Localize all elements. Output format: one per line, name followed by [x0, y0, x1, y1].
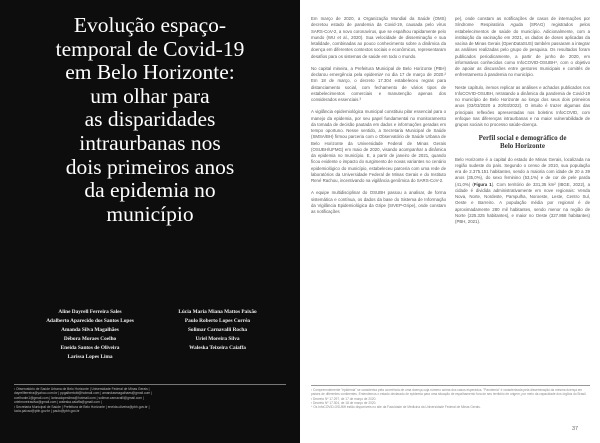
body-paragraph: [455, 157, 590, 226]
footnote-line: urielmoreirasilva@gmail.com | waleska.caiaffa@gmail.com |: [14, 400, 102, 405]
body-paragraph: A vigilância epidemiológica municipal constituiu pilar essencial para o manejo da epidemia, por seu papel fundamental no monitoramento da tomada de decisão pautada em dados e informações geradas em tempo oportuno. Nesse sentido, a Secretaria Municipal de Saúde (SMSA/BH) firmou parceria com o Observatório de Saúde Urbana de Belo Horizonte da Universidade Federal de Minas Gerais (OSUBH/UFMG) em maio de 2020, visando acompanhar a dinâmica da epidemia no município. E, a partir de janeiro de 2021, quando ficou evidente o impacto do surgimento de novas variantes no cenário epidemiológico do município, estabeleceu parceria com uma rede de laboratórios da Universidade Federal de Minas Gerais e do Instituto René Rachou, incentivando na vigilância genômica do SARS-CoV-2.: [311, 109, 446, 183]
author-name: Paulo Roberto Lopes Corrêa: [184, 317, 251, 324]
chapter-title: Evolução espaço- temporal de Covid-19 em Belo Horizonte: um olhar para as disparidades intraurbanas nos dois primeiros anos da epidemia no município: [55, 13, 245, 226]
author-name: Larissa Lopes Lima: [67, 353, 113, 360]
footnote-line: ² Decreto Nº 17.297, de 17 de março de 2020.: [311, 396, 377, 401]
author-name: Amanda Silva Magalhães: [61, 326, 119, 333]
section-heading: Perfil social e demográfico de Belo Horizonte: [478, 134, 567, 151]
author-column-left: [30, 308, 150, 361]
author-name: Uriel Moreira Silva: [195, 335, 240, 342]
footnote-line: coelhodm1@gmail.com | larissalopeslima@hotmail.com | solimar.carnavalli@gmail.com |: [14, 395, 144, 400]
page-footnotes: [311, 385, 590, 409]
author-name: Aline Dayrell Ferreira Sales: [58, 309, 122, 315]
author-name: Débora Moraes Coelho: [63, 335, 117, 342]
figure-reference-link[interactable]: Figura 1: [473, 181, 492, 187]
paragraph-text: Belo Horizonte é a capital do estado de Minas Gerais, localizada na região sudeste do país. Segundo o censo de 2010, sua população era de 2.375.151 habitantes, sendo a maioria com idade de 20 a 39 anos (35,0%), do sexo feminino (53,1%) e de cor de pele parda (41,0%) (: [455, 156, 590, 187]
body-paragraph: A equipe multidisciplinar do OSUBH passou a analisar, de forma sistemática e contínua, os dados da base do Sistema de Informação da Vigilância Epidemiológica da Gripe (SIVEP-Gripe), onde constam as notificações: [311, 190, 446, 214]
text-column-2: [455, 16, 590, 231]
paragraph-text: ). Com território de 331,35 km² (IBGE, 2022), a cidade é dividida administrativamente em nove regionais: Venda Nova, Norte, Nordeste, Pampulha, Noroeste, Leste, Centro Sul, Oeste e Barreiro. A população média por regional é de aproximadamente 280 mil habitantes, sendo menor na região de Norte (225.325 habitantes), e maior no Oeste (327.868 habitantes) (PBH, 2021).: [455, 181, 590, 225]
footnote-line: ⁴ Os InfoCOVID-OSUBH estão disponíveis no site da Faculdade de Medicina da Universidade Federal de Minas Gerais.: [311, 405, 481, 410]
body-paragraph: Em março de 2020, a Organização Mundial da Saúde (OMS) decretou estado de pandemia da Covid-19, causada pelo vírus SARS-CoV-2, a novo coronavírus, que se espalhou rapidamente pelo mundo (WU et al., 2020). Sua velocidade de disseminação e sua letalidade, combinadas ao pouco conhecimento sobre a dinâmica da doença em diferentes contextos sociais e econômicos, representaram desafios para os sistemas de saúde em todo o mundo.: [311, 16, 446, 59]
text-column-1: [311, 16, 446, 221]
right-page: [300, 0, 600, 443]
author-name: Solimar Carnavalli Rocha: [187, 326, 248, 333]
footnote-line: lucia.paixao@pbh.gov.br | paulo@pbh.gov.br: [14, 409, 80, 414]
author-name: Eneida Santos de Oliveira: [60, 344, 120, 351]
footnote-line: ² Secretaria Municipal de Saúde | Prefeitura de Belo Horizonte | eneida.oliveira@pbh.gov.br |: [14, 404, 150, 409]
footnote-line: ¹ Observatório de Saúde Urbana de Belo Horizonte | Universidade Federal de Minas Gerais |: [14, 387, 150, 391]
page-number: 37: [572, 426, 579, 432]
footnote-line: ³ Decreto Nº 17.304, de 18 de março de 2020.: [311, 400, 377, 405]
author-name: Adalberto Aparecido dos Santos Lopes: [46, 317, 134, 324]
footnote-line: dayrellferreira@yahoo.com.br | ppgalbertobl@hotmail.com | amandasmagalhaes@gmail.com |: [14, 391, 152, 396]
author-column-right: [155, 308, 280, 353]
body-paragraph: Neste capítulo, iremos replicar as análises e achados publicados nos InfoCOVID-OSUBH, retratando a dinâmica da pandemia de Covid-19 no município de Belo Horizonte ao longo dos seus dois primeiros anos (03/03/2020 a 20/03/2022). O intuito é trazer algumas das principais reflexões apresentadas nos boletins InfoCOVID, com enfoque nas diferenças intraurbanas e na maior vulnerabilidade de grupos sociais no processo saúde-doença.: [455, 84, 590, 127]
body-paragraph: pe), onde constam as notificações de casos de internações por Síndrome Respiratória Aguda (SRAG) registrados pelos estabelecimentos de saúde do município. Adicionalmente, com a instituição da vacinação em 2021, os dados de doses aplicadas da vacina de Minas Gerais (OpenDataSUS) também passaram a integrar as análises realizadas pelo grupo de pesquisa. Os resultados foram publicados periodicamente, a partir de junho de 2020, em informativos conhecidos como InfoCOVID-OSUBH⁴, com o objetivo de apoiar as discussões entre gestores municipais e comitês de enfrentamento à pandemia no município.: [455, 16, 590, 78]
affiliation-footnotes: [14, 384, 286, 413]
author-name: Lúcia Maria Miana Mattos Paixão: [178, 309, 257, 315]
body-paragraph: No capital mineira, a Prefeitura Municipal de Belo Horizonte (PBH) declarou emergência pela epidemia¹ no dia 17 de março de 2020.² Em 18 de março, o decreto 17.304 estabeleceu regras para distanciamento social, com fechamento de vários tipos de estabelecimentos comerciais e manutenção apenas dos considerados essenciais.³: [311, 65, 446, 102]
author-name: Waleska Teixeira Caiaffa: [189, 344, 246, 351]
footnote-line: ¹ Compreendemente "epidemia" se caracteriza pela ocorrência de uma doença cuja número acima dos casos esperados. "Pandemia" é caracterizada pela disseminação da mesma doença em países de diferentes continentes. Entendemos o estado declarado de epidemia para uma situação de espalhamento fora de seu território de origem, por meio da capacidade dos órgãos do Brasil.: [311, 388, 587, 397]
